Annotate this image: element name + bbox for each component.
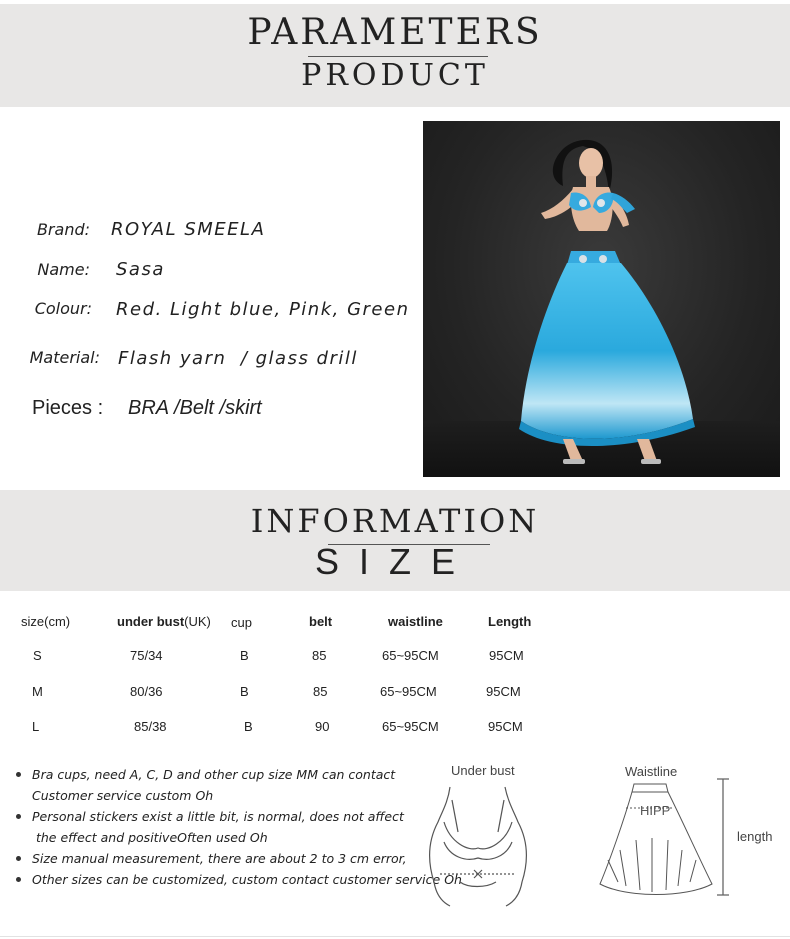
name-label: Name:	[37, 260, 90, 279]
pieces-label: Pieces :	[32, 397, 104, 419]
table-row-under-bust: 75/34	[130, 648, 163, 663]
table-row-under-bust: 85/38	[134, 719, 167, 734]
size-subtitle: SIZE	[314, 541, 475, 582]
brand-value: ROYAL SMEELA	[111, 219, 266, 240]
table-row-size: M	[32, 684, 43, 699]
colour-label: Colour:	[34, 299, 92, 318]
length-arrow-icon	[714, 777, 732, 897]
bust-diagram-icon	[420, 782, 535, 907]
table-row-length: 95CM	[488, 719, 523, 734]
table-row-length: 95CM	[486, 684, 521, 699]
table-row-cup: B	[240, 684, 249, 699]
pieces-value: BRA /Belt /skirt	[128, 397, 262, 419]
information-title: INFORMATION	[250, 502, 540, 540]
table-row-length: 95CM	[489, 648, 524, 663]
under-bust-label: Under bust	[451, 763, 515, 778]
length-label: length	[737, 829, 773, 844]
col-header-waistline: waistline	[388, 614, 443, 629]
brand-label: Brand:	[36, 220, 90, 239]
material-label: Material:	[29, 348, 100, 367]
bullet-icon	[16, 814, 21, 819]
table-row-belt: 85	[312, 648, 327, 663]
list-item: Personal stickers exist a little bit, is normal, does not affect	[14, 806, 434, 827]
hip-label: HIPP	[640, 803, 671, 818]
dancer-illustration	[423, 121, 780, 477]
col-header-cup: cup	[231, 615, 252, 630]
material-value: Flash yarn / glass drill	[118, 348, 358, 369]
bullet-icon	[16, 877, 21, 882]
list-item-continuation: Customer service custom Oh	[32, 788, 214, 803]
colour-value: Red. Light blue, Pink, Green	[116, 299, 410, 320]
table-row-waistline: 65~95CM	[382, 719, 439, 734]
table-row-belt: 90	[315, 719, 330, 734]
table-row-size: L	[32, 719, 40, 734]
product-photo	[423, 121, 780, 477]
name-value: Sasa	[116, 259, 165, 280]
list-item: Bra cups, need A, C, D and other cup size MM can contact	[14, 764, 434, 785]
table-row-cup: B	[240, 648, 249, 663]
under-bust-header-label: under bust	[117, 614, 185, 629]
bullet-icon	[16, 856, 21, 861]
table-row-cup: B	[244, 719, 253, 734]
parameters-title: PARAMETERS	[247, 12, 543, 53]
col-header-length: Length	[488, 614, 532, 629]
col-header-under-bust	[117, 614, 211, 629]
table-row-waistline: 65~95CM	[380, 684, 437, 699]
header-divider	[308, 56, 488, 57]
waistline-label: Waistline	[625, 764, 678, 779]
notes-list	[14, 764, 462, 890]
col-header-belt: belt	[309, 614, 333, 629]
bullet-icon	[16, 772, 21, 777]
table-row-waistline: 65~95CM	[382, 648, 439, 663]
table-row-belt: 85	[313, 684, 328, 699]
skirt-diagram-icon	[596, 780, 721, 902]
under-bust-header-unit: (UK)	[184, 614, 211, 629]
table-row-size: S	[33, 648, 42, 663]
size-header-label: size	[21, 614, 45, 629]
size-header-unit: (cm)	[44, 614, 71, 629]
product-subtitle: PRODUCT	[301, 58, 489, 93]
list-item: Size manual measurement, there are about 2 to 3 cm error,	[14, 848, 434, 869]
bottom-divider	[0, 936, 790, 937]
table-row-under-bust: 80/36	[130, 684, 163, 699]
list-item-continuation: the effect and positiveOften used Oh	[32, 830, 268, 845]
list-item: Other sizes can be customized, custom contact customer service Oh	[14, 869, 434, 890]
col-header-size	[21, 614, 70, 629]
